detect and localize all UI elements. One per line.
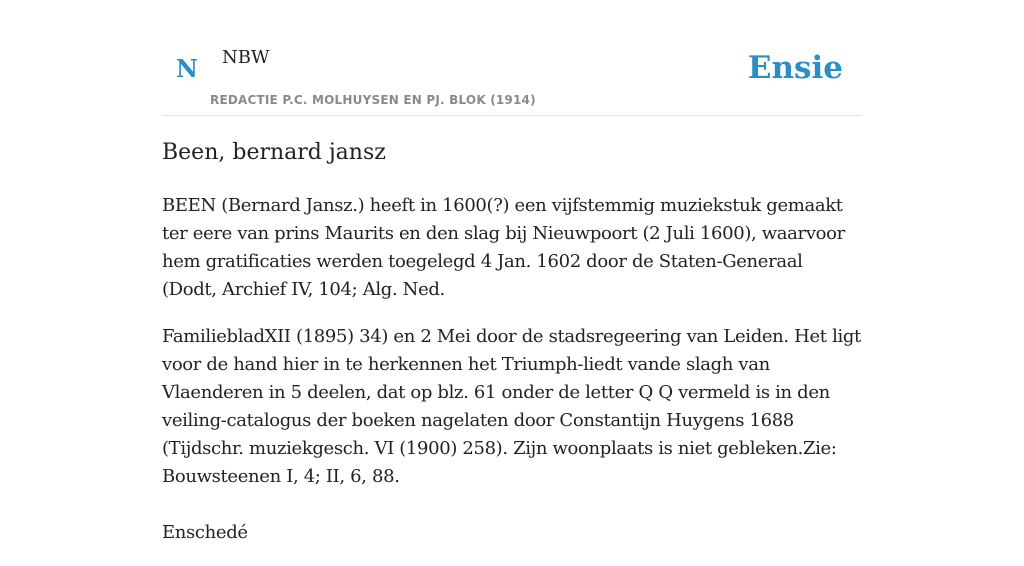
brand-logo[interactable]: Ensie <box>747 50 843 86</box>
source-logo-icon[interactable]: N <box>176 54 198 83</box>
article-paragraph: BEEN (Bernard Jansz.) heeft in 1600(?) een vijfstemmig muziekstuk gemaakt ter eere van prins Maurits en den slag bij Nieuwpoort (2 Juli 1600), waarvoor hem gratificaties werden toegelegd 4 Jan. 1602 door de Staten-Generaal (Dodt, Archief IV, 104; Alg. Ned. <box>162 195 845 300</box>
article-body <box>162 192 862 566</box>
article-paragraph: FamiliebladXII (1895) 34) en 2 Mei door de stadsregeering van Leiden. Het ligt voor de hand hier in te herkennen het Triumph-liedt vande slagh van Vlaenderen in 5 deelen, dat op blz. 61 onder de letter Q Q vermeld is in den veiling-catalogus der boeken nagelaten door Constantijn Huygens 1688 (Tijdschr. muziekgesch. VI (1900) 258). Zijn woonplaats is niet gebleken.Zie: Bouwsteenen I, 4; II, 6, 88. <box>162 326 861 487</box>
source-subtitle: REDACTIE P.C. MOLHUYSEN EN PJ. BLOK (1914) <box>210 93 536 107</box>
article-author: Enschedé <box>162 522 248 543</box>
source-header <box>162 38 862 116</box>
source-name[interactable]: NBW <box>222 47 270 68</box>
page-title: Been, bernard jansz <box>162 140 386 165</box>
